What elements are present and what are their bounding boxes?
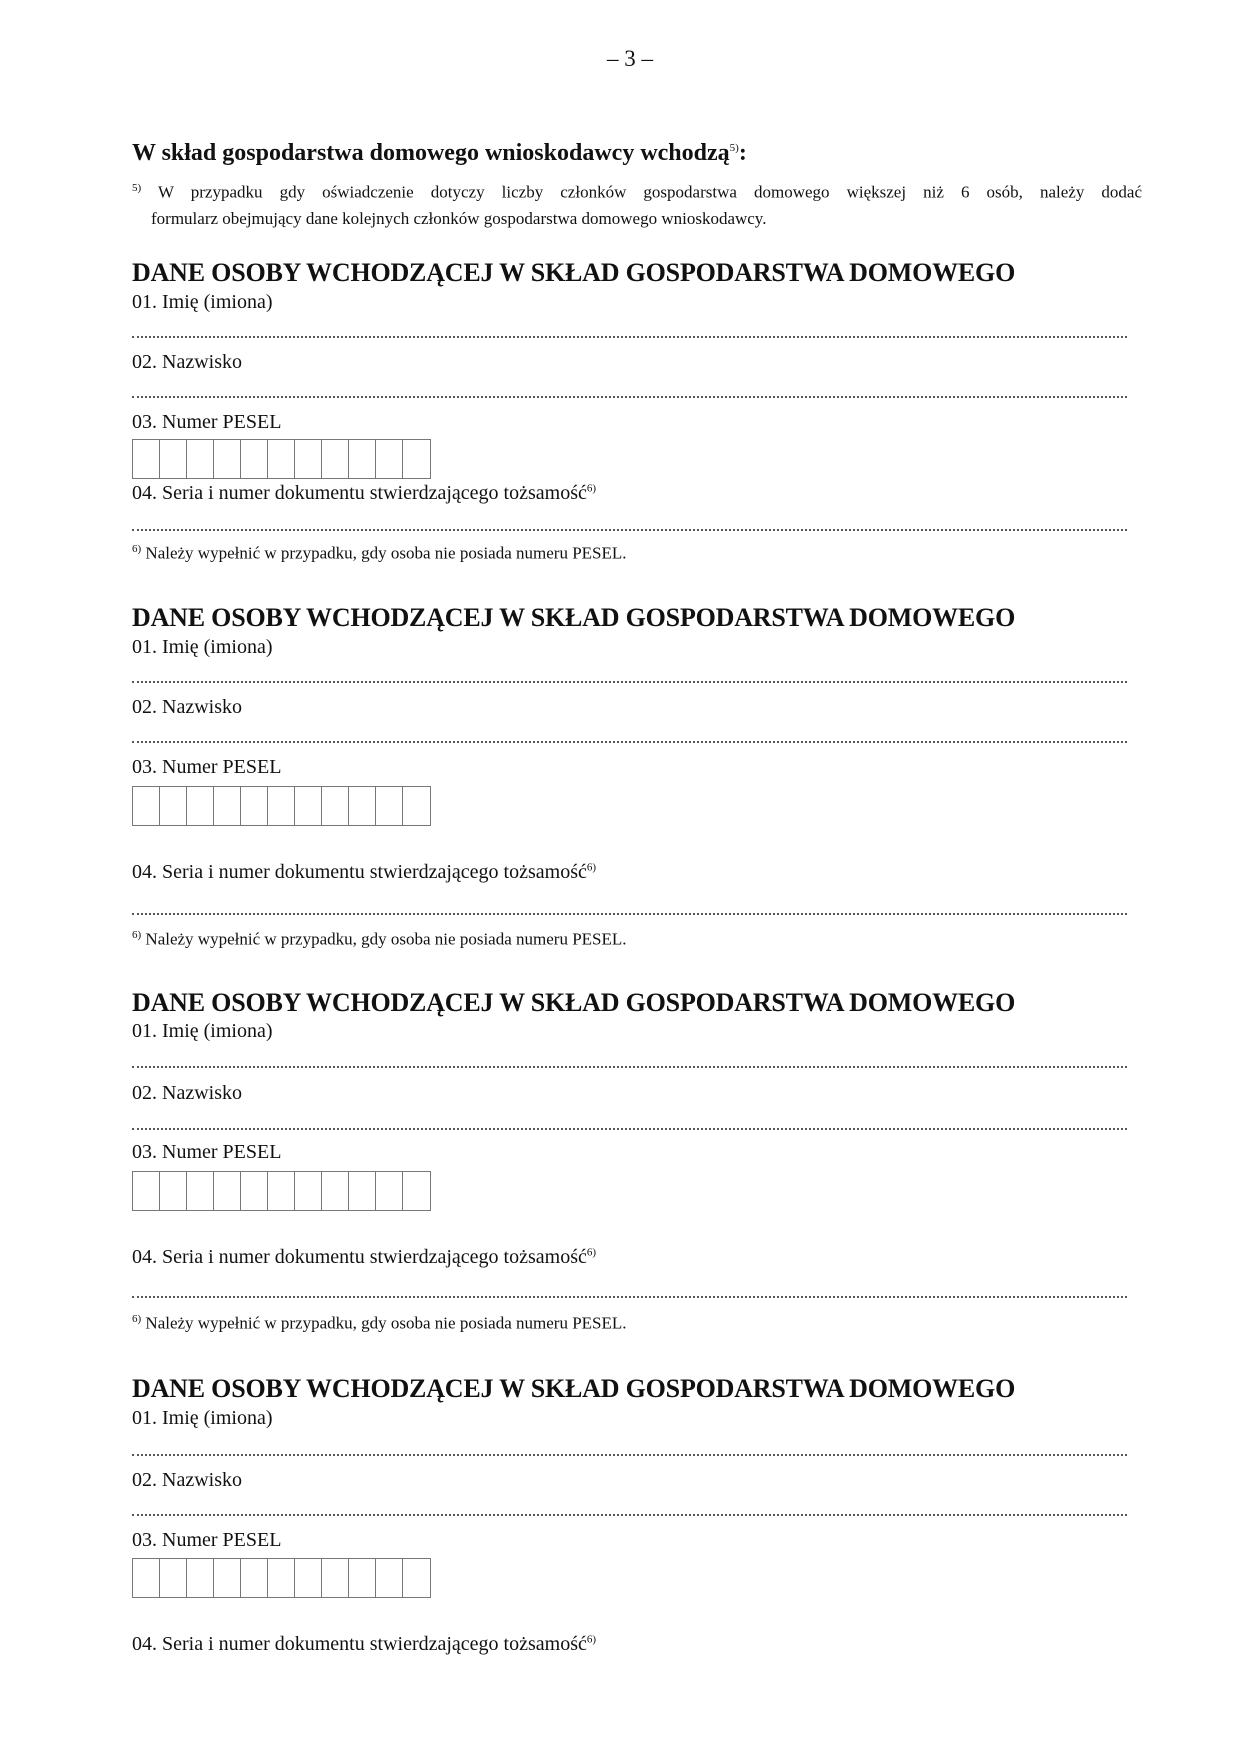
id-document-label bbox=[132, 1246, 596, 1269]
footnote-6-text: Należy wypełnić w przypadku, gdy osoba nie posiada numeru PESEL. bbox=[145, 929, 627, 949]
surname-label: 02. Nazwisko bbox=[132, 1469, 242, 1491]
first-name-label: 01. Imię (imiona) bbox=[132, 291, 273, 313]
pesel-input[interactable] bbox=[132, 786, 431, 826]
page-number: – 3 – bbox=[607, 46, 653, 71]
id-document-label bbox=[132, 861, 596, 884]
pesel-input[interactable] bbox=[132, 1558, 431, 1598]
section-title: DANE OSOBY WCHODZĄCEJ W SKŁAD GOSPODARSTWA DOMOWEGO bbox=[132, 988, 1016, 1017]
id-document-label-text: 04. Seria i numer dokumentu stwierdzającego tożsamość bbox=[132, 861, 587, 883]
surname-field[interactable] bbox=[132, 396, 1127, 398]
surname-label: 02. Nazwisko bbox=[132, 351, 242, 373]
household-heading bbox=[132, 140, 747, 167]
footnote-6 bbox=[132, 929, 627, 950]
first-name-field[interactable] bbox=[132, 1066, 1127, 1068]
id-document-field[interactable] bbox=[132, 1296, 1127, 1298]
section-title: DANE OSOBY WCHODZĄCEJ W SKŁAD GOSPODARSTWA DOMOWEGO bbox=[132, 1374, 1016, 1403]
footnote-6-text: Należy wypełnić w przypadku, gdy osoba nie posiada numeru PESEL. bbox=[145, 1313, 627, 1333]
id-document-label-text: 04. Seria i numer dokumentu stwierdzającego tożsamość bbox=[132, 1246, 587, 1268]
footnote-ref-6: 6) bbox=[586, 1246, 597, 1259]
surname-field[interactable] bbox=[132, 1128, 1127, 1130]
footnote-6-marker: 6) bbox=[132, 1313, 142, 1325]
surname-field[interactable] bbox=[132, 1514, 1127, 1516]
first-name-field[interactable] bbox=[132, 336, 1127, 338]
footnote-5-line1: W przypadku gdy oświadczenie dotyczy liczby członków gospodarstwa domowego większej niż 6 osób, należy dodać bbox=[157, 182, 1142, 202]
id-document-label-text: 04. Seria i numer dokumentu stwierdzającego tożsamość bbox=[132, 1633, 587, 1655]
footnote-6-text: Należy wypełnić w przypadku, gdy osoba nie posiada numeru PESEL. bbox=[145, 543, 627, 563]
footnote-6-marker: 6) bbox=[132, 543, 142, 555]
household-heading-text: W skład gospodarstwa domowego wnioskodawcy wchodzą bbox=[132, 140, 730, 166]
section-title: DANE OSOBY WCHODZĄCEJ W SKŁAD GOSPODARSTWA DOMOWEGO bbox=[132, 258, 1016, 287]
pesel-input[interactable] bbox=[132, 439, 431, 479]
first-name-label: 01. Imię (imiona) bbox=[132, 1407, 273, 1429]
footnote-6-marker: 6) bbox=[132, 929, 142, 941]
first-name-field[interactable] bbox=[132, 1454, 1127, 1456]
id-document-label-text: 04. Seria i numer dokumentu stwierdzającego tożsamość bbox=[132, 482, 587, 504]
footnote-ref-6: 6) bbox=[586, 861, 597, 874]
footnote-ref-6: 6) bbox=[586, 482, 597, 495]
footnote-5 bbox=[132, 175, 1142, 232]
surname-label: 02. Nazwisko bbox=[132, 696, 242, 718]
pesel-label: 03. Numer PESEL bbox=[132, 1529, 282, 1551]
section-title: DANE OSOBY WCHODZĄCEJ W SKŁAD GOSPODARSTWA DOMOWEGO bbox=[132, 603, 1016, 632]
first-name-field[interactable] bbox=[132, 681, 1127, 683]
id-document-field[interactable] bbox=[132, 913, 1127, 915]
footnote-5-line2: formularz obejmujący dane kolejnych członków gospodarstwa domowego wnioskodawcy. bbox=[151, 208, 767, 228]
footnote-ref-5: 5) bbox=[729, 142, 739, 154]
household-heading-colon: : bbox=[738, 140, 747, 166]
surname-label: 02. Nazwisko bbox=[132, 1082, 242, 1104]
pesel-label: 03. Numer PESEL bbox=[132, 411, 282, 433]
footnote-ref-6: 6) bbox=[586, 1633, 597, 1646]
pesel-label: 03. Numer PESEL bbox=[132, 1141, 282, 1163]
pesel-input[interactable] bbox=[132, 1171, 431, 1211]
first-name-label: 01. Imię (imiona) bbox=[132, 636, 273, 658]
footnote-6 bbox=[132, 543, 627, 564]
id-document-field[interactable] bbox=[132, 529, 1127, 531]
first-name-label: 01. Imię (imiona) bbox=[132, 1020, 273, 1042]
surname-field[interactable] bbox=[132, 741, 1127, 743]
id-document-label bbox=[132, 482, 596, 505]
footnote-5-marker: 5) bbox=[132, 182, 142, 194]
id-document-label bbox=[132, 1633, 596, 1656]
footnote-6 bbox=[132, 1313, 627, 1334]
pesel-label: 03. Numer PESEL bbox=[132, 756, 282, 778]
